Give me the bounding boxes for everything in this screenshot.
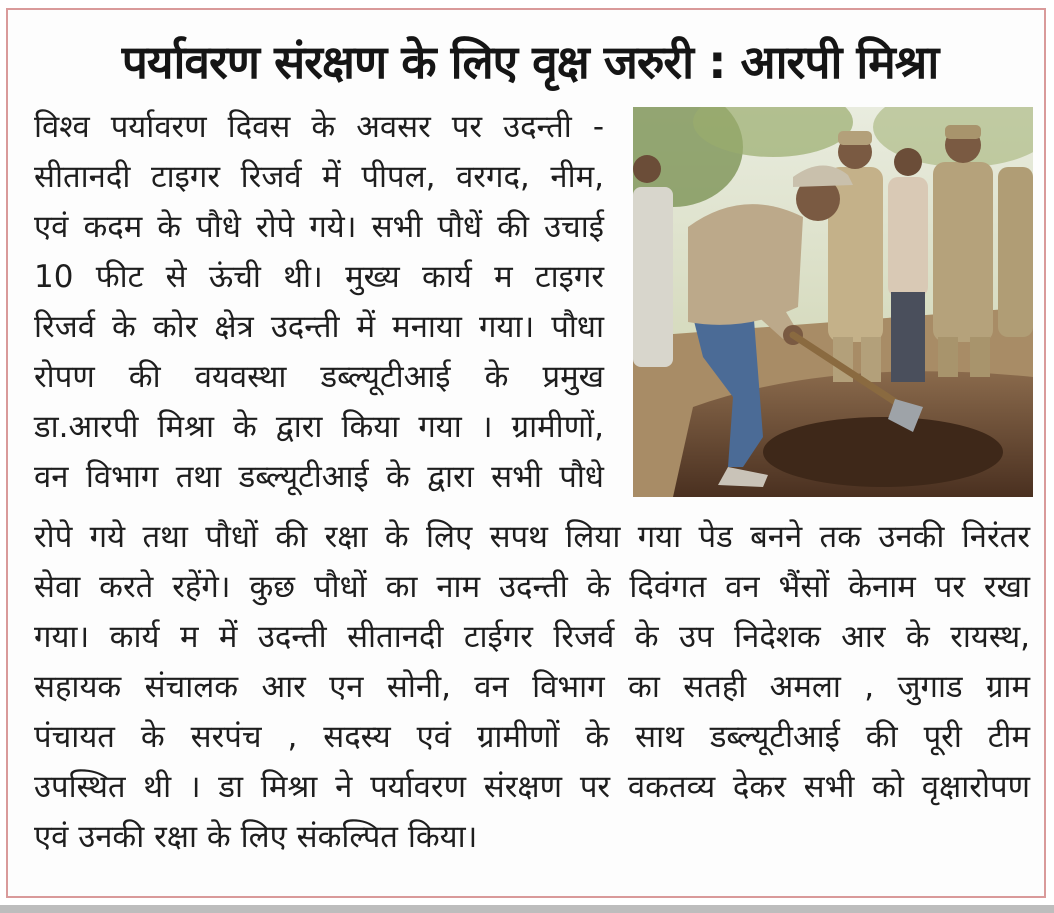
page-bottom-rule bbox=[0, 905, 1054, 913]
article-line: एवं उनकी रक्षा के लिए संकल्पित किया। bbox=[34, 819, 478, 855]
article-line: पंचायत के सरपंच , सदस्य एवं ग्रामीणों के साथ डब्ल्यूटीआई की पूरी टीम bbox=[34, 719, 1030, 755]
article-line: गया। कार्य म में उदन्ती सीतानदी टाईगर रिजर्व के उप निदेशक आर के रायस्थ, bbox=[34, 619, 1030, 655]
article-line: रोपे गये तथा पौधों की रक्षा के लिए सपथ लिया गया पेड बनने तक उनकी निरंतर bbox=[34, 519, 1030, 555]
article-line: डा.आरपी मिश्रा के द्वारा किया गया । ग्रामीणों, bbox=[34, 409, 604, 445]
article-line: रोपण की वयवस्था डब्ल्यूटीआई के प्रमुख bbox=[34, 359, 604, 395]
article-headline: पर्यावरण संरक्षण के लिए वृक्ष जरुरी : आरपी मिश्रा bbox=[121, 35, 939, 89]
article-line: विश्व पर्यावरण दिवस के अवसर पर उदन्ती - bbox=[34, 109, 604, 145]
article-line: सेवा करते रहेंगे। कुछ पौधों का नाम उदन्ती के दिवंगत वन भैंसों केनाम पर रखा bbox=[34, 569, 1030, 605]
article-line: सीतानदी टाइगर रिजर्व में पीपल, वरगद, नीम, bbox=[34, 159, 604, 195]
article-line: 10 फीट से ऊंची थी। मुख्य कार्य म टाइगर bbox=[34, 259, 604, 295]
article-line: उपस्थित थी । डा मिश्रा ने पर्यावरण संरक्षण पर वकतव्य देकर सभी को वृक्षारोपण bbox=[34, 769, 1030, 805]
article-line: सहायक संचालक आर एन सोनी, वन विभाग का सतही अमला , जुगाड ग्राम bbox=[34, 669, 1030, 705]
article-line: रिजर्व के कोर क्षेत्र उदन्ती में मनाया गया। पौधा bbox=[34, 309, 604, 345]
article-line: वन विभाग तथा डब्ल्यूटीआई के द्वारा सभी पौधे bbox=[34, 459, 604, 495]
tree-planting-photo bbox=[633, 107, 1033, 497]
article-line: एवं कदम के पौधे रोपे गये। सभी पौधें की उचाई bbox=[34, 209, 604, 245]
